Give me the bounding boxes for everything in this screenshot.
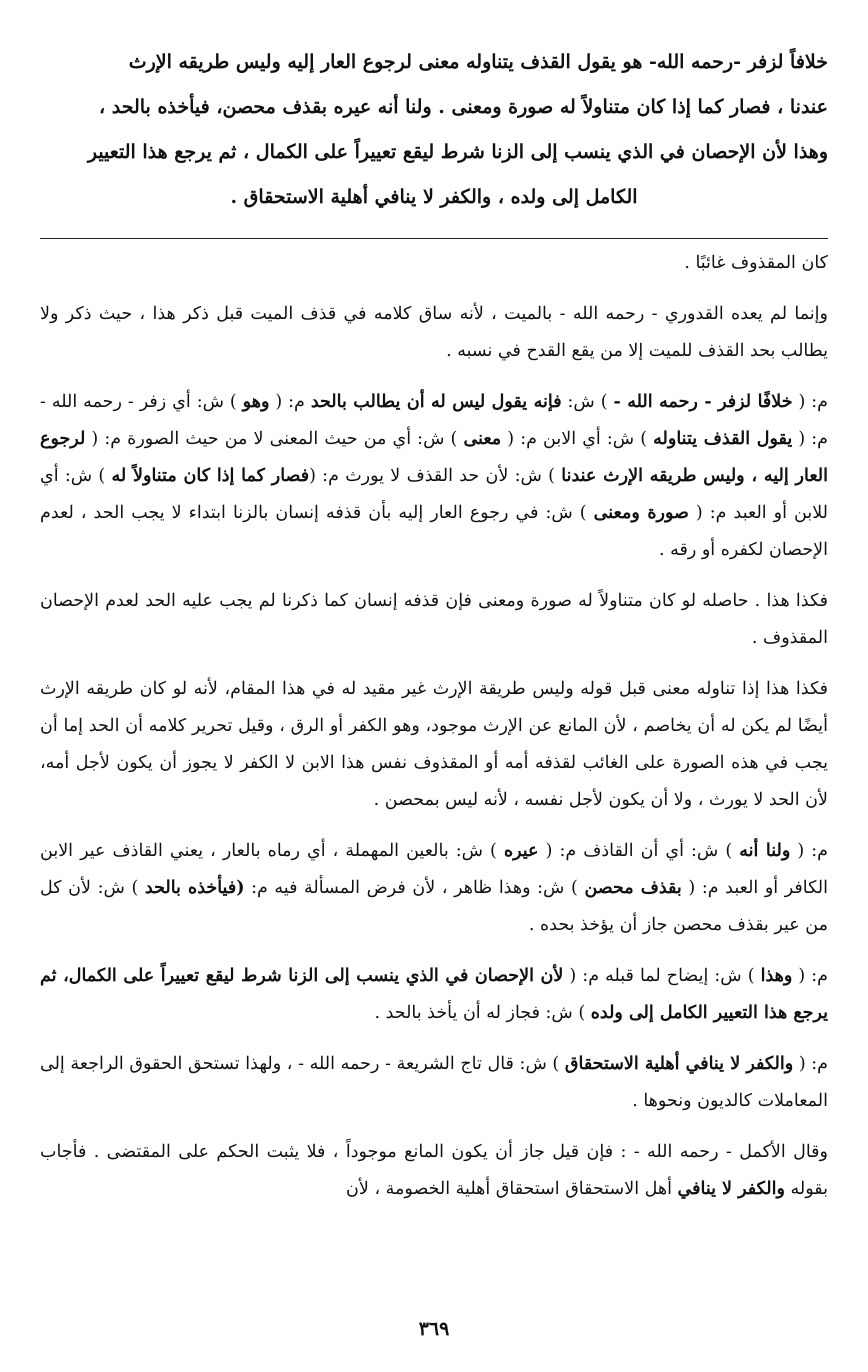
commentary-text: ) ش: فجاز له أن يأخذ بالحد . <box>374 1003 591 1023</box>
quoted-main-text: معنى <box>463 429 502 449</box>
commentary-text: ) ش: إيضاح لما قبله م: ( <box>563 966 761 986</box>
commentary-paragraph: وإنما لم يعده القدوري - رحمه الله - بالميت ، لأنه ساق كلامه في قذف الميت قبل ذكر هذا ، حيث ذكر ولا يطالب بحد القذف للميت إلا من يقع القدح في نسبه . <box>40 304 828 361</box>
quoted-main-text: عيره <box>503 841 539 861</box>
commentary-text: ) ش: لأن حد القذف لا يورث م: ( <box>309 466 562 486</box>
quoted-main-text: والكفر لا ينافي أهلية الاستحقاق <box>564 1054 794 1074</box>
commentary-block <box>40 245 828 1208</box>
commentary-text: وقال الأكمل - رحمه الله - : فإن قيل جاز أن يكون المانع موجوداً ، فلا يثبت الحكم على المقتضى . فأجاب بقوله <box>40 1142 828 1199</box>
quoted-main-text: فصار كما إذا كان متناولاً له <box>111 466 310 486</box>
page-number: ٣٦٩ <box>418 1318 450 1340</box>
quoted-main-text: (فيأخذه بالحد <box>144 878 245 898</box>
quoted-main-text: لأن الإحصان في الذي ينسب إلى الزنا شرط ليقع تعييراً على الكمال، ثم يرجع هذا التعيير الكامل إلى ولده <box>40 966 828 1023</box>
commentary-paragraph: فكذا هذا إذا تناوله معنى قبل قوله وليس طريقة الإرث غير مقيد له في هذا المقام، لأنه لو كان طريقه الإرث أيضًا لم يكن له أن يخاصم ، لأن المانع عن الإرث موجود، وهو الكفر أو الرق ، وقيل تحرير كلامه أن الحد إما أن يجب في هذه الصورة على الغائب لقذفه أمه أو المقذوف نفس هذا الابن لا الكفر لا يجوز أن يكون لأجل أمه، لأن الحد لا يورث ، ولا أن يكون لأجل نفسه ، لأنه ليس بمحصن . <box>40 679 828 810</box>
commentary-text: ) ش: قال تاج الشريعة - رحمه الله - ، ولهذا تستحق الحقوق الراجعة إلى المعاملات كالديون ونحوها . <box>40 1054 828 1111</box>
commentary-paragraph <box>40 833 828 944</box>
commentary-text: ) ش: لأن كل من عير بقذف محصن جاز أن يؤخذ بحده . <box>40 878 828 935</box>
quoted-main-text: وهو <box>242 392 270 412</box>
commentary-text: ) ش: أي للابن أو العبد م: ( <box>40 466 828 523</box>
main-text-line: الكامل إلى ولده ، والكفر لا ينافي أهلية الاستحقاق . <box>230 186 638 208</box>
quoted-main-text: وهذا <box>760 966 793 986</box>
commentary-paragraph <box>40 1046 828 1120</box>
commentary-text: ) ش: وهذا ظاهر ، لأن فرض المسألة فيه م: <box>244 878 585 898</box>
commentary-text: ) ش: في رجوع العار إليه بأن قذفه إنسان بالزنا ابتداء لا يجب الحد ، لعدم الإحصان لكفره أو رقه . <box>40 503 828 560</box>
commentary-text: ) ش: أي من حيث المعنى لا من حيث الصورة م: ( <box>85 429 464 449</box>
commentary-text: م: ( <box>793 1054 829 1074</box>
quoted-main-text: صورة ومعنى <box>593 503 689 523</box>
quoted-main-text: يقول القذف يتناوله <box>653 429 793 449</box>
quoted-main-text: بقذف محصن <box>584 878 682 898</box>
commentary-paragraph <box>40 1134 828 1208</box>
quoted-main-text: فإنه يقول ليس له أن يطالب بالحد <box>310 392 562 412</box>
quoted-main-text: خلافًا لزفر - رحمه الله - <box>613 392 793 412</box>
commentary-paragraph <box>40 384 828 569</box>
main-text-line: وهذا لأن الإحصان في الذي ينسب إلى الزنا شرط ليقع تعييراً على الكمال ، ثم يرجع هذا التعيير <box>87 141 828 163</box>
commentary-paragraph <box>40 958 828 1032</box>
commentary-text: ) ش: <box>561 392 614 412</box>
commentary-text: م: ( <box>269 392 311 412</box>
commentary-text: ) ش: أي الابن م: ( <box>501 429 654 449</box>
quoted-main-text: ولنا أنه <box>739 841 791 861</box>
quoted-main-text: والكفر لا ينافي <box>677 1179 785 1199</box>
commentary-text: م: ( <box>792 966 828 986</box>
commentary-text: ) ش: بالعين المهملة ، أي رماه بالعار ، يعني القاذف عير الابن الكافر أو العبد م: ( <box>40 841 828 898</box>
main-text-line: خلافاً لزفر -رحمه الله- هو يقول القذف يتناوله معنى لرجوع العار إليه وليس طريقه الإرث <box>128 51 828 73</box>
commentary-text: ) ش: أي أن القاذف م: ( <box>538 841 740 861</box>
commentary-text: م: ( <box>792 392 828 412</box>
commentary-text: أهل الاستحقاق استحقاق أهلية الخصومة ، لأن <box>346 1179 678 1199</box>
commentary-paragraph: فكذا هذا . حاصله لو كان متناولاً له صورة ومعنى فإن قذفه إنسان كما ذكرنا لم يجب عليه الحد لعدم الإحصان المقذوف . <box>40 591 828 648</box>
commentary-text: م: ( <box>790 841 829 861</box>
quoted-main-text: لرجوع العار إليه ، وليس طريقه الإرث عندنا <box>40 429 828 486</box>
commentary-paragraph: كان المقذوف غائبًا . <box>684 253 828 273</box>
main-text-line: عندنا ، فصار كما إذا كان متناولاً له صورة ومعنى . ولنا أنه عيره بقذف محصن، فيأخذه بالحد ، <box>98 96 828 118</box>
main-text-block <box>40 40 828 220</box>
commentary-text: ) ش: أي زفر - رحمه الله - م: ( <box>40 392 829 449</box>
separator-rule <box>40 238 828 239</box>
